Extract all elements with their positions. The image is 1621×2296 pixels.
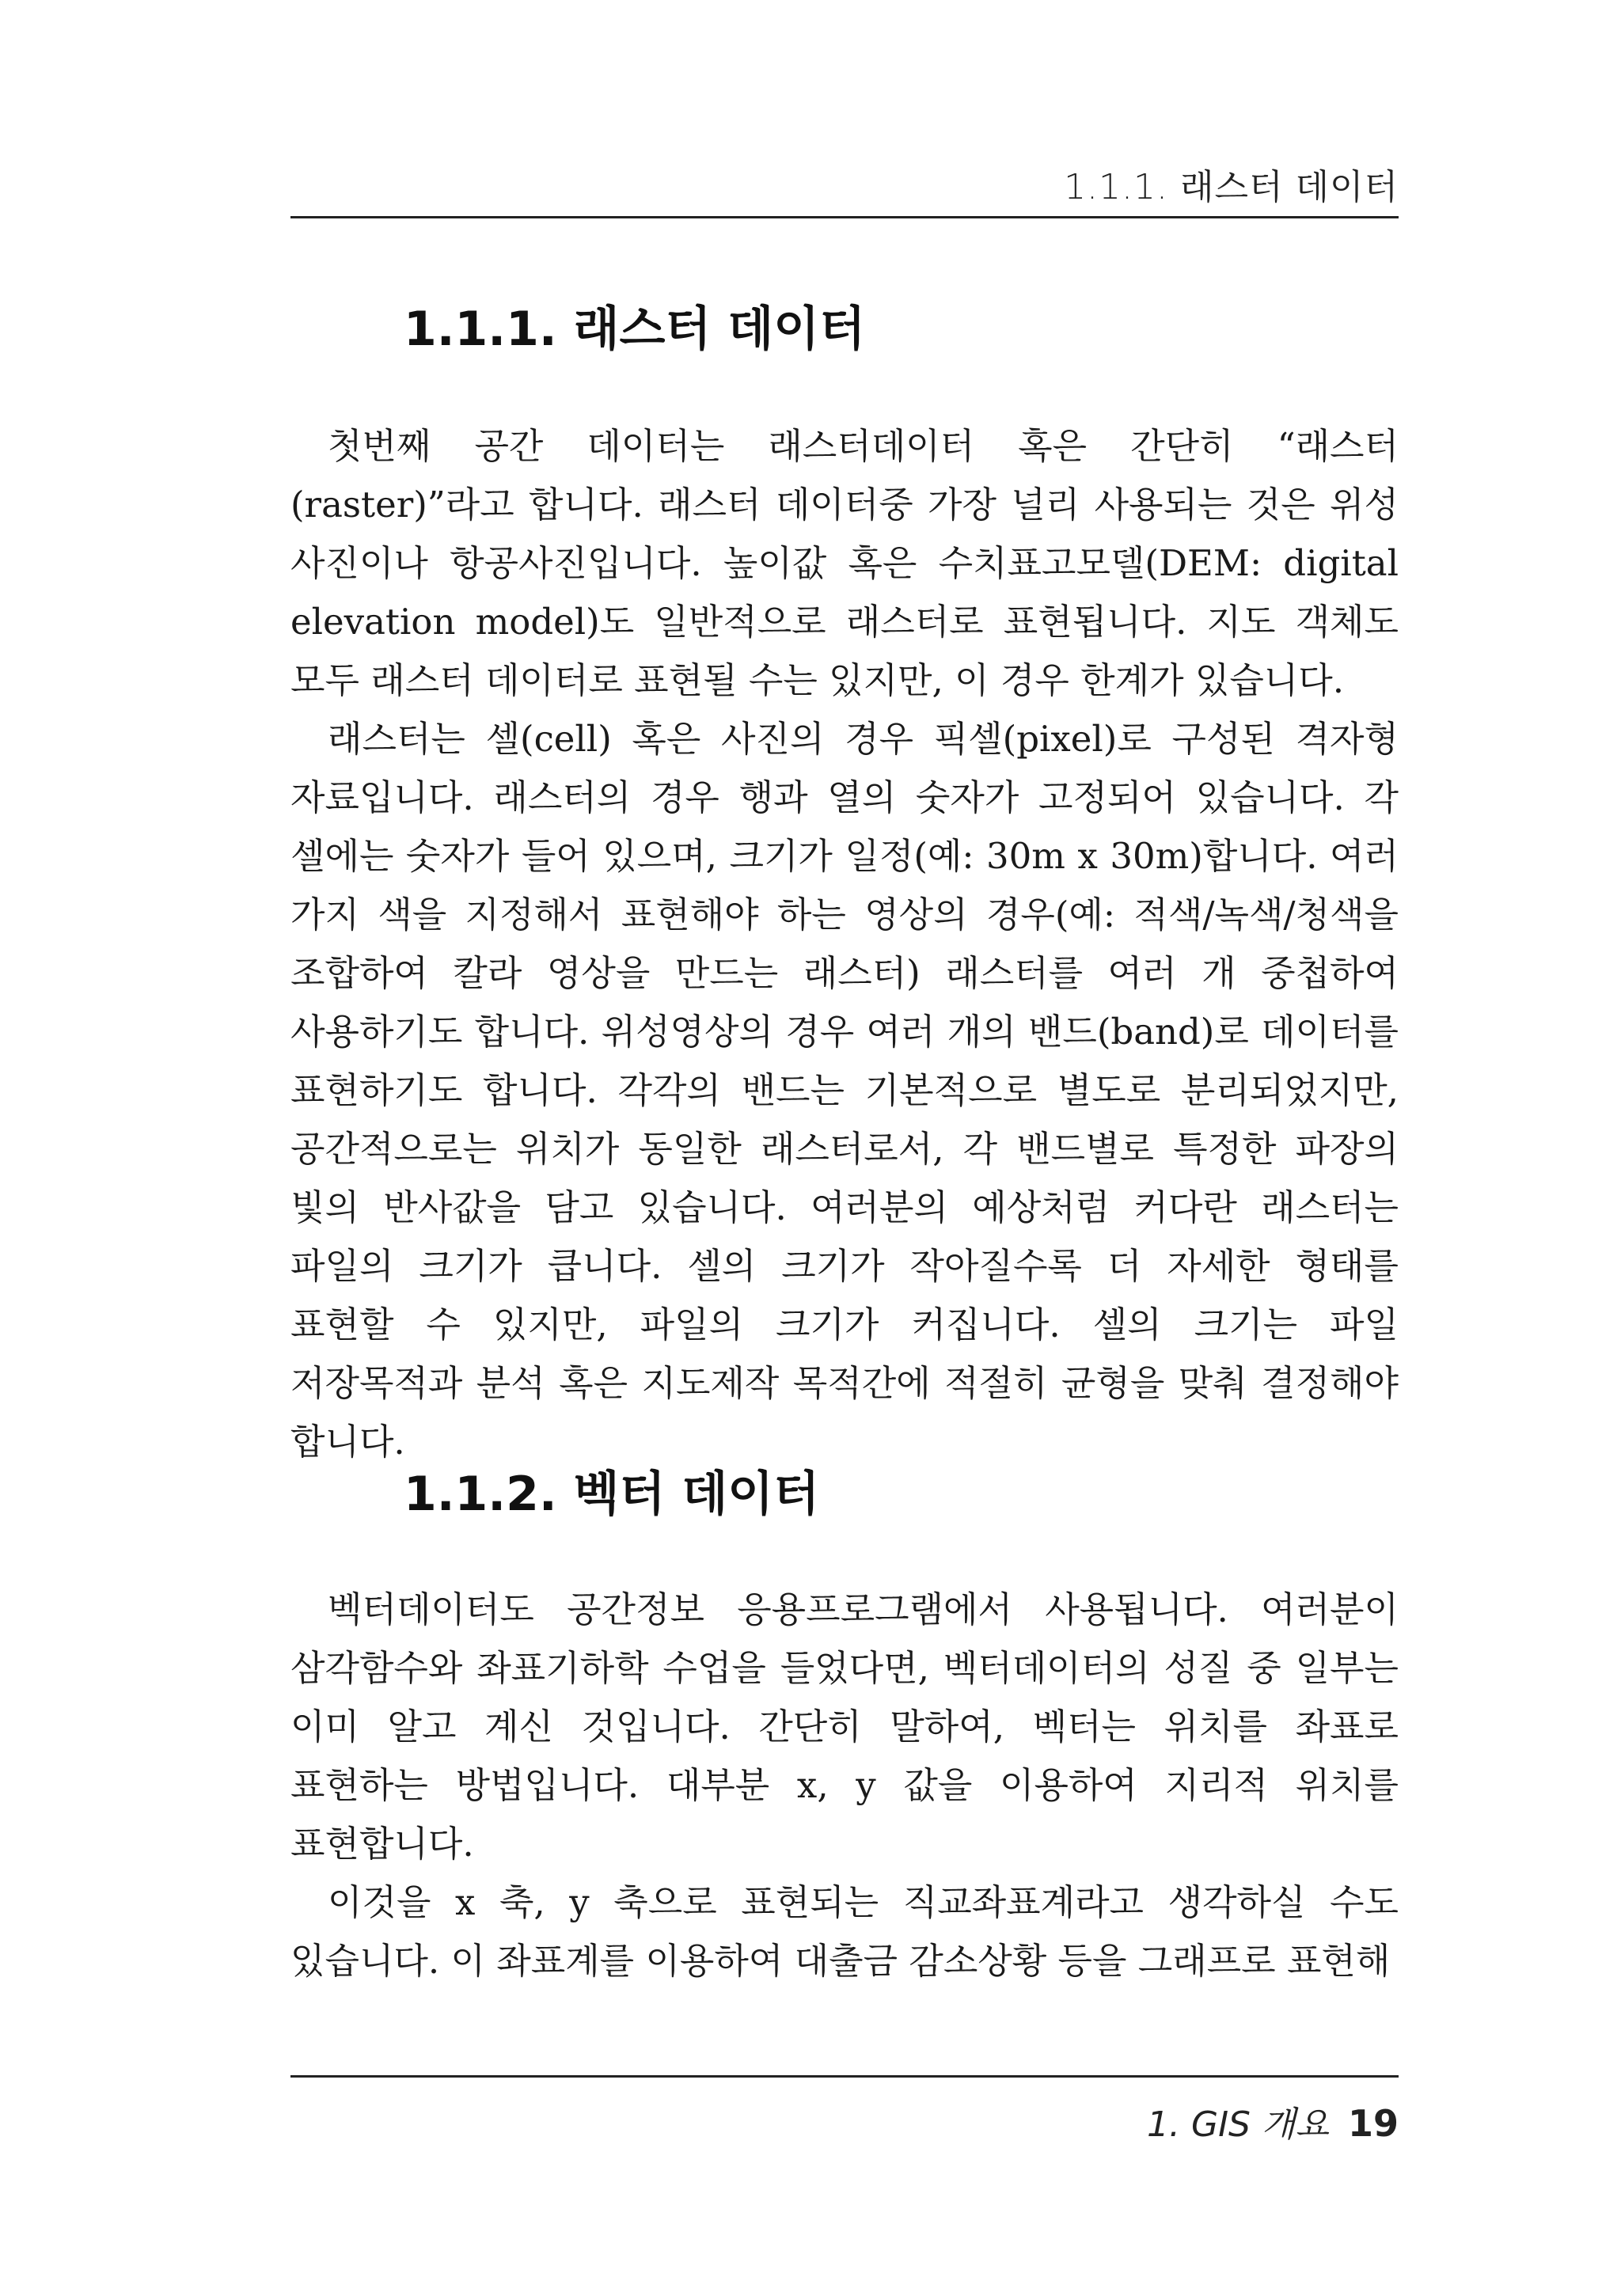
footer-divider: [290, 2075, 1399, 2078]
section-heading-vector: 1.1.2. 벡터 데이터: [404, 1467, 820, 1522]
section-body-raster: [290, 417, 1399, 1471]
header-divider: [290, 216, 1399, 218]
section-heading-raster: 1.1.1. 래스터 데이터: [404, 302, 866, 357]
running-header: 1.1.1. 래스터 데이터: [1064, 167, 1399, 207]
paragraph: 벡터데이터도 공간정보 응용프로그램에서 사용됩니다. 여러분이 삼각함수와 좌표기하학 수업을 들었다면, 벡터데이터의 성질 중 일부는 이미 알고 계신 것입니다. 간단히 말하여, 벡터는 위치를 좌표로 표현하는 방법입니다. 대부분 x, y 값을 이용하여 지리적 위치를 표현합니다.: [290, 1588, 1399, 1865]
page-number: 19: [1347, 2102, 1399, 2145]
paragraph: 첫번째 공간 데이터는 래스터데이터 혹은 간단히 “래스터(raster)”라고 합니다. 래스터 데이터중 가장 널리 사용되는 것은 위성 사진이나 항공사진입니다. 높이값 혹은 수치표고모델(DEM: digital elevation model)도 일반적으로 래스터로 표현됩니다. 지도 객체도 모두 래스터 데이터로 표현될 수는 있지만, 이 경우 한계가 있습니다.: [290, 425, 1399, 701]
chapter-label: 1. GIS 개요: [1147, 2104, 1329, 2145]
page-footer: [290, 2096, 1399, 2146]
section-body-vector: [290, 1581, 1399, 1990]
paragraph: 이것을 x 축, y 축으로 표현되는 직교좌표계라고 생각하실 수도 있습니다. 이 좌표계를 이용하여 대출금 감소상황 등을 그래프로 표현해: [290, 1881, 1399, 1982]
paragraph: 래스터는 셀(cell) 혹은 사진의 경우 픽셀(pixel)로 구성된 격자형 자료입니다. 래스터의 경우 행과 열의 숫자가 고정되어 있습니다. 각 셀에는 숫자가 들어 있으며, 크기가 일정(예: 30m x 30m)합니다. 여러 가지 색을 지정해서 표현해야 하는 영상의 경우(예: 적색/녹색/청색을 조합하여 칼라 영상을 만드는 래스터) 래스터를 여러 개 중첩하여 사용하기도 합니다. 위성영상의 경우 여러 개의 밴드(band)로 데이터를 표현하기도 합니다. 각각의 밴드는 기본적으로 별도로 분리되었지만, 공간적으로는 위치가 동일한 래스터로서, 각 밴드별로 특정한 파장의 빛의 반사값을 담고 있습니다. 여러분의 예상처럼 커다란 래스터는 파일의 크기가 큽니다. 셀의 크기가 작아질수록 더 자세한 형태를 표현할 수 있지만, 파일의 크기가 커집니다. 셀의 크기는 파일 저장목적과 분석 혹은 지도제작 목적간에 적절히 균형을 맞춰 결정해야 합니다.: [290, 718, 1399, 1463]
